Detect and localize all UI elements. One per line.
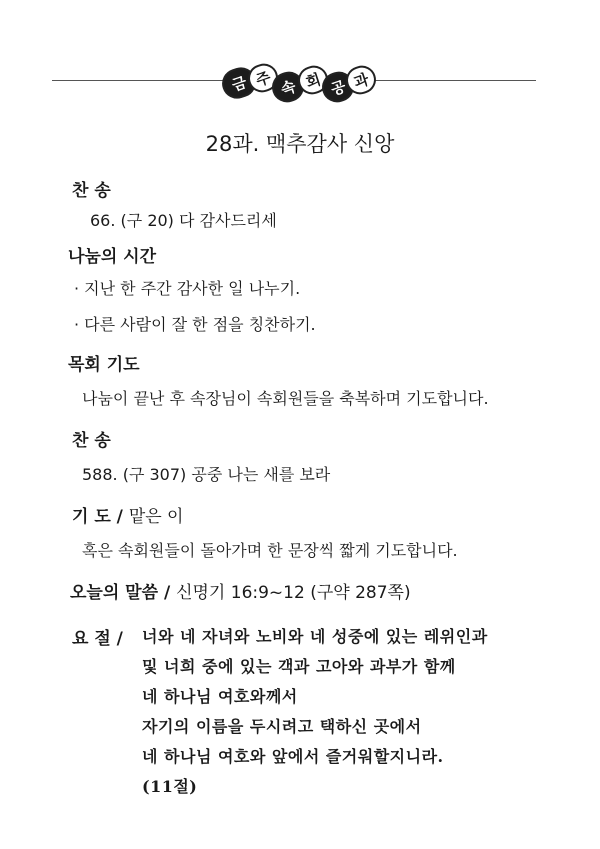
- header-badge: [218, 58, 380, 110]
- badge-char: 주: [244, 60, 281, 96]
- key-verse-line: 네 하나님 여호와 앞에서 즐거워할지니라.: [142, 747, 444, 766]
- key-verse-line: 네 하나님 여호와께서: [142, 687, 298, 706]
- key-verse-line: 자기의 이름을 두시려고 택하신 곳에서: [142, 717, 422, 736]
- badge-char: 금: [218, 63, 260, 102]
- prayer-heading: [72, 502, 183, 527]
- pastoral-prayer-heading: 목회 기도: [68, 355, 140, 375]
- sharing-item: · 다른 사람이 잘 한 점을 칭찬하기.: [74, 315, 316, 334]
- hymn2-heading: 찬 송: [72, 431, 111, 451]
- prayer-text: 혹은 속회원들이 돌아가며 한 문장씩 짧게 기도합니다.: [82, 541, 458, 560]
- sharing-heading: 나눔의 시간: [68, 247, 157, 267]
- prayer-heading-label: 기 도 /: [72, 507, 123, 527]
- key-verse-heading: 요 절 /: [72, 629, 123, 649]
- word-reference: 신명기 16:9~12 (구약 287쪽): [176, 583, 411, 603]
- key-verse-line: 너와 네 자녀와 노비와 네 성중에 있는 레위인과: [142, 627, 488, 646]
- key-verse-line: 및 너희 중에 있는 객과 고아와 과부가 함께: [142, 657, 456, 676]
- lesson-title: 28과. 맥추감사 신앙: [205, 132, 395, 156]
- pastoral-prayer-text: 나눔이 끝난 후 속장님이 속회원들을 축복하며 기도합니다.: [82, 389, 489, 408]
- badge-char: 회: [294, 62, 331, 98]
- prayer-leader: 맡은 이: [128, 507, 184, 527]
- badge-char: 공: [318, 68, 358, 106]
- hymn1-text: 66. (구 20) 다 감사드리세: [90, 211, 277, 230]
- badge-char: 속: [268, 68, 308, 106]
- word-heading: [70, 578, 411, 603]
- hymn1-heading: 찬 송: [72, 181, 111, 201]
- sharing-item: · 지난 한 주간 감사한 일 나누기.: [74, 279, 301, 298]
- badge-char: 과: [342, 62, 379, 98]
- hymn2-text: 588. (구 307) 공중 나는 새를 보라: [82, 465, 331, 484]
- key-verse-ref: (11절): [142, 777, 198, 796]
- word-heading-label: 오늘의 말씀 /: [70, 583, 171, 603]
